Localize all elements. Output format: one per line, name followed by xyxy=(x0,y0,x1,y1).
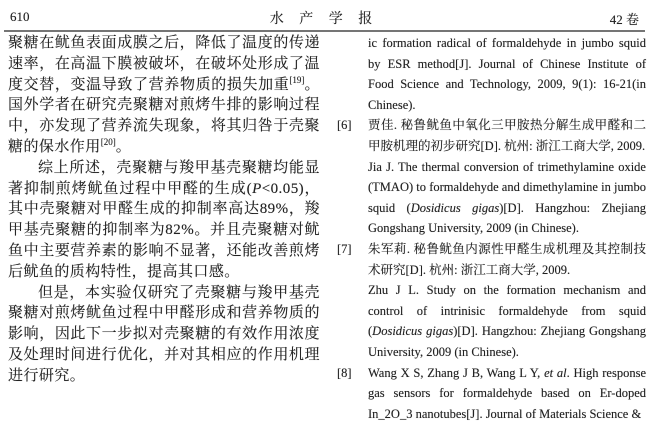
paragraph xyxy=(8,158,320,283)
volume-label: 42 卷 xyxy=(610,9,639,28)
reference-number: [8] xyxy=(337,363,352,384)
reference-item xyxy=(337,115,646,239)
italic-text-run: P xyxy=(252,181,262,197)
text-run: 综上所述，壳聚糖与羧甲基壳聚糖均能显著抑制煎烤鱿鱼过程中甲醛的生成( xyxy=(8,160,320,197)
left-column-body-text xyxy=(8,33,320,387)
reference-block xyxy=(368,157,646,239)
text-run: 但是，本实验仅研究了壳聚糖与羧甲基壳聚糖对煎烤鱿鱼过程中甲醛形成和营养物质的影响，因此下一步拟对壳聚糖的有效作用浓度及处理时间进行优化，并对其相应的作用机理进行研究。 xyxy=(8,285,320,384)
right-column-reference-list xyxy=(337,33,646,424)
text-run: ic formation radical of formaldehyde in jumbo squid by ESR method[J]. Journal of Chinese Institute of Food Science and Technology, 2009, 9(1): 16-21(in Chinese). xyxy=(368,36,646,112)
header-rule xyxy=(4,30,645,32)
reference-block xyxy=(368,280,646,362)
reference-number: [6] xyxy=(337,115,352,136)
text-run: 聚糖在鱿鱼表面成膜之后，降低了温度的传递速率，在高温下膜被破坏，在破坏处形成了温度交替，变温导致了营养物质的损失加重 xyxy=(8,35,320,93)
paragraph xyxy=(8,283,320,387)
text-run: <0.05)，其中壳聚糖对甲醛生成的抑制率高达89%，羧甲基壳聚糖的抑制率为82%。并且壳聚糖对鱿鱼中主要营养素的影响不显著，还能改善煎烤后鱿鱼的质构特性，提高其口感。 xyxy=(8,181,320,280)
citation-superscript: [19] xyxy=(289,75,304,85)
text-run: 。国外学者在研究壳聚糖对煎烤牛排的影响过程中，亦发现了营养流失现象，将其归咎于壳聚糖的保水作用 xyxy=(8,77,320,155)
text-run: )[D]. Hangzhou: Zhejiang Gongshang University, 2009 (in Chinese). xyxy=(368,324,646,359)
reference-block xyxy=(368,363,646,424)
text-run: Jia J. The thermal conversion of trimethylamine oxide (TMAO) to formaldehyde and dimethylamine in jumbo squid ( xyxy=(368,160,646,215)
text-run: 。 xyxy=(116,139,131,155)
reference-number: [7] xyxy=(337,239,352,260)
reference-block xyxy=(368,115,646,156)
italic-text-run: Dosidicus gigas xyxy=(411,201,500,215)
paragraph xyxy=(8,33,320,158)
reference-block xyxy=(368,33,646,115)
journal-title: 水 产 学 报 xyxy=(0,8,648,28)
text-run: 朱军莉. 秘鲁鱿鱼内源性甲醛生成机理及其控制技术研究[D]. 杭州: 浙江工商大学, 2009. xyxy=(368,242,646,277)
text-run: Zhu J L. Study on the formation mechanism and control of intrinisic formaldehyde from squid ( xyxy=(368,283,646,338)
italic-text-run: Dosidicus gigas xyxy=(372,324,453,338)
citation-superscript: [20] xyxy=(101,137,116,147)
reference-item xyxy=(337,239,646,363)
italic-text-run: et al xyxy=(544,366,567,380)
text-run: Wang X S, Zhang J B, Wang L Y, xyxy=(368,366,544,380)
reference-item xyxy=(337,363,646,424)
page-number: 610 xyxy=(10,9,30,25)
text-run: . High response gas sensors for formaldehyde based on Er-doped In_2O_3 nanotubes[J]. Journal of Materials Science & xyxy=(368,366,646,421)
text-run: 贾佳. 秘鲁鱿鱼中氧化三甲胺热分解生成甲醛和二甲胺机理的初步研究[D]. 杭州: 浙江工商大学, 2009. xyxy=(368,118,646,153)
reference-block xyxy=(368,239,646,280)
reference-item xyxy=(337,33,646,115)
text-run: )[D]. Hangzhou: Zhejiang Gongshang University, 2009 (in Chinese). xyxy=(368,201,646,236)
